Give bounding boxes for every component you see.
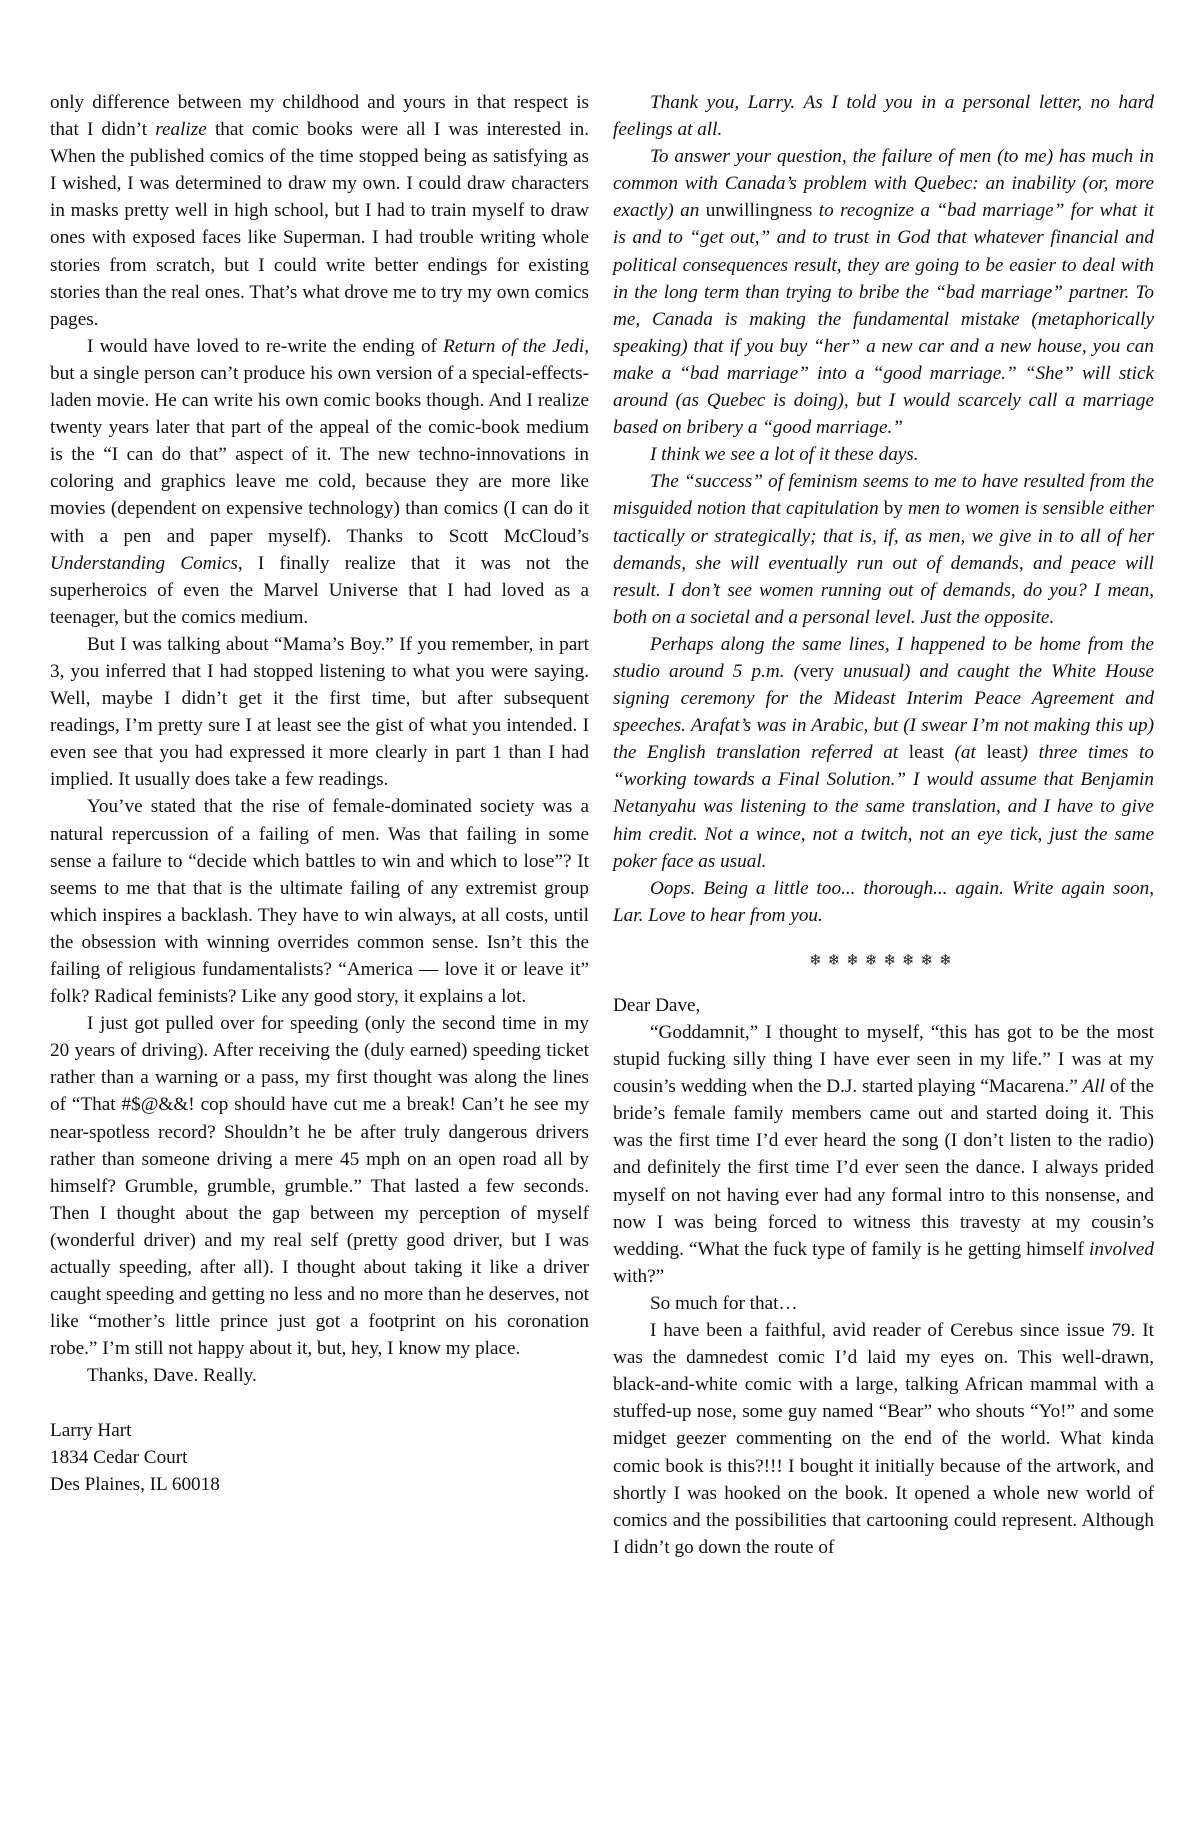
editor-reply — [613, 89, 1154, 929]
left-column — [50, 89, 589, 1498]
letter-paragraph — [50, 333, 589, 631]
letter-paragraph — [613, 1019, 1154, 1290]
italic-text-run: (at — [943, 742, 987, 764]
italic-text-run: realize — [155, 119, 207, 141]
text-run: I just got pulled over for speeding (only the second time in my 20 years of driving). After receiving the (duly earned) speeding ticket rather than a warning or a pass, my first thought was along the lines of “That #$@&&! cop should have cut me a break! Can’t he see my near-spotless record? Shouldn’t he be after truly dangerous drivers rather than someone driving a mere 45 mph on an open road all by himself? Grumble, grumble, grumble.” That lasted a few seconds. Then I thought about the gap between my perception of myself (wonderful driver) and my real self (pretty good driver, but I was actually speeding, after all). I thought about taking it like a driver caught speeding and getting no less and no more than he deserves, not like “mother’s little prince just got a footprint on his coronation robe.” I’m still not happy about it, but, hey, I know my place. — [50, 1013, 589, 1360]
salutation: Dear Dave, — [613, 994, 701, 1016]
letter-paragraph — [613, 1317, 1154, 1561]
roman-text-run: least — [986, 742, 1022, 764]
italic-text-run: unusual) and caught the White House signing ceremony for the Mideast Interim Peace Agreement and speeches. Arafat’s was in Arabic, but (I swear I’m not making this up) the English translation referred at — [613, 660, 1154, 764]
text-run: I would have loved to re-write the ending of — [87, 335, 444, 357]
roman-text-run: unwillingness — [705, 200, 813, 222]
italic-text-run: Perhaps along the same lines, I happened to be home from the studio around 5 p.m. ( — [613, 633, 1154, 682]
reply-paragraph — [613, 631, 1154, 875]
text-run: Thanks, Dave. Really. — [87, 1365, 257, 1387]
reply-paragraph — [613, 468, 1154, 631]
text-run: of the bride’s female family members came out and started doing it. This was the first time I’d ever heard the song (I don’t listen to the radio) and definitely the first time I’d ever seen the dance. I always prided myself on not having ever had any formal intro to this nonsense, and now I was being forced to witness this travesty at my cousin’s wedding. “What the fuck type of family is he getting himself — [613, 1076, 1154, 1260]
signature-block — [50, 1417, 589, 1498]
letter-paragraph — [50, 631, 589, 794]
right-column — [613, 89, 1154, 1561]
text-run: I have been a faithful, avid reader of Cerebus since issue 79. It was the damnedest comic I’d laid my eyes on. This well-drawn, black-and-white comic with a large, talking African mammal with a stuffed-up nose, some guy named “Bear” who shouts “Yo!” and some midget geezer commenting on the end of the world. What kinda comic book is this?!!! I bought it initially because of the artwork, and shortly I was hooked on the book. It opened a whole new world of comics and the possibilities that cartooning could represent. Although I didn’t go down the route of — [613, 1320, 1154, 1558]
roman-text-run: very — [800, 660, 835, 682]
roman-text-run: least — [908, 742, 944, 764]
text-run: So much for that… — [650, 1292, 798, 1314]
letter-paragraph — [50, 89, 589, 333]
reply-paragraph — [613, 875, 1154, 929]
text-run: , but a single person can’t produce his own version of a special-effects-laden movie. He can write his own comic books though. And I realize twenty years later that part of the appeal of the comic-book medium is the “I can do that” aspect of it. The new techno-innovations in coloring and graphics leave me cold, because they are more like movies (dependent on expensive technology) than comics (I can do it with a pen and paper myself). Thanks to Scott McCloud’s — [50, 335, 590, 547]
text-run: only difference between my childhood and yours in that respect is that I didn’t — [50, 92, 589, 141]
text-run: You’ve stated that the rise of female-dominated society was a natural repercussion of a failing of men. Was that failing in some sense a failure to “decide which battles to win and which to lose”? It seems to me that that is the ultimate failing of any extremist group which inspires a backlash. They have to win always, at all costs, until the obsession with winning overrides common sense. Isn’t this the failing of religious fundamentalists? “America — love it or leave it” folk? Radical feminists? Like any good story, it explains a lot. — [50, 796, 589, 1008]
text-run: , I finally realize that it was not the superheroics of even the Marvel Universe that I had loved as a teenager, but the comics medium. — [50, 552, 589, 628]
italic-text-run: I think we see a lot of it these days. — [650, 444, 919, 466]
text-run: But I was talking about “Mama’s Boy.” If you remember, in part 3, you inferred that I had stopped listening to what you were saying. Well, maybe I didn’t get it the first time, but after subsequent readings, I’m pretty sure I at least see the gist of what you intended. I even see that you had expressed it more clearly in part 1 than I had implied. It usually does take a few readings. — [50, 633, 589, 791]
italic-text-run: To answer your question, the failure of men (to me) has much in common with Canada’s problem with Quebec: an inability (or, more exactly) an — [613, 146, 1154, 222]
italic-text-run: Oops. Being a little too... thorough... again. Write again soon, Lar. Love to hear from you. — [613, 877, 1154, 926]
italic-text-run: to recognize a “bad marriage” for what it is and to “get out,” and to trust in God that whatever financial and political consequences result, they are going to be easier to deal with in the long term than trying to bribe the “bad marriage” partner. To me, Canada is making the fundamental mistake (metaphorically speaking) that if you buy “her” a new car and a new house, you can make a “bad marriage” into a “good marriage.” “She” will stick around (as Quebec is doing), but I would scarcely call a marriage based on bribery a “good marriage.” — [613, 200, 1154, 439]
signature-street: 1834 Cedar Court — [50, 1446, 188, 1468]
italic-text-run: Thank you, Larry. As I told you in a personal letter, no hard feelings at all. — [613, 92, 1154, 141]
signature-name: Larry Hart — [50, 1419, 132, 1441]
text-run: with?” — [613, 1265, 665, 1287]
signature-city-state-zip: Des Plaines, IL 60018 — [50, 1473, 220, 1495]
italic-text-run: Understanding Comics — [50, 552, 238, 574]
letter-continuation — [50, 89, 589, 1390]
italic-text-run: Return of the Jedi — [443, 335, 585, 357]
text-run: that comic books were all I was interested in. When the published comics of the time stopped being as satisfying as I wished, I was determined to draw my own. I could draw characters in masks pretty well in high school, but I had to train myself to draw ones with exposed faces like Superman. I had trouble writing whole stories from scratch, but I could write better endings for existing stories than the real ones. That’s what drove me to try my own comics pages. — [50, 119, 589, 330]
reply-paragraph — [613, 441, 1154, 468]
italic-text-run: The “success” of feminism seems to me to have resulted from the misguided notion that capitulation — [613, 471, 1154, 520]
section-divider — [613, 947, 1154, 974]
reply-paragraph — [613, 89, 1154, 143]
letter-paragraph — [613, 1290, 1154, 1317]
text-run: “Goddamnit,” I thought to myself, “this has got to be the most stupid fucking silly thing I have ever seen in my life.” I was at my cousin’s wedding when the D.J. started playing “Macarena.” — [613, 1022, 1154, 1098]
italic-text-run: men to women is sensible either tactically or strategically; that is, if, as men, we give in to all of her demands, she will eventually run out of demands, and peace will result. I don’t see women running out of demands, do you? I mean, both on a societal and a personal level. Just the opposite. — [613, 498, 1155, 628]
letter-closing — [50, 1362, 589, 1389]
roman-text-run: by — [883, 498, 903, 520]
italic-text-run: All — [1082, 1076, 1105, 1098]
letter-paragraph — [50, 793, 589, 1010]
snowflake-icon: ❄❄❄❄❄❄❄❄ — [809, 950, 958, 969]
new-letter — [613, 992, 1154, 1561]
reply-paragraph — [613, 143, 1154, 441]
letter-paragraph — [50, 1010, 589, 1362]
italic-text-run: ) three times to “working towards a Final Solution.” I would assume that Benjamin Netanyahu was listening to the same translation, and I have to give him credit. Not a wince, not a twitch, not an eye tick, just the same poker face as usual. — [613, 742, 1154, 872]
italic-text-run: involved — [1089, 1238, 1154, 1260]
